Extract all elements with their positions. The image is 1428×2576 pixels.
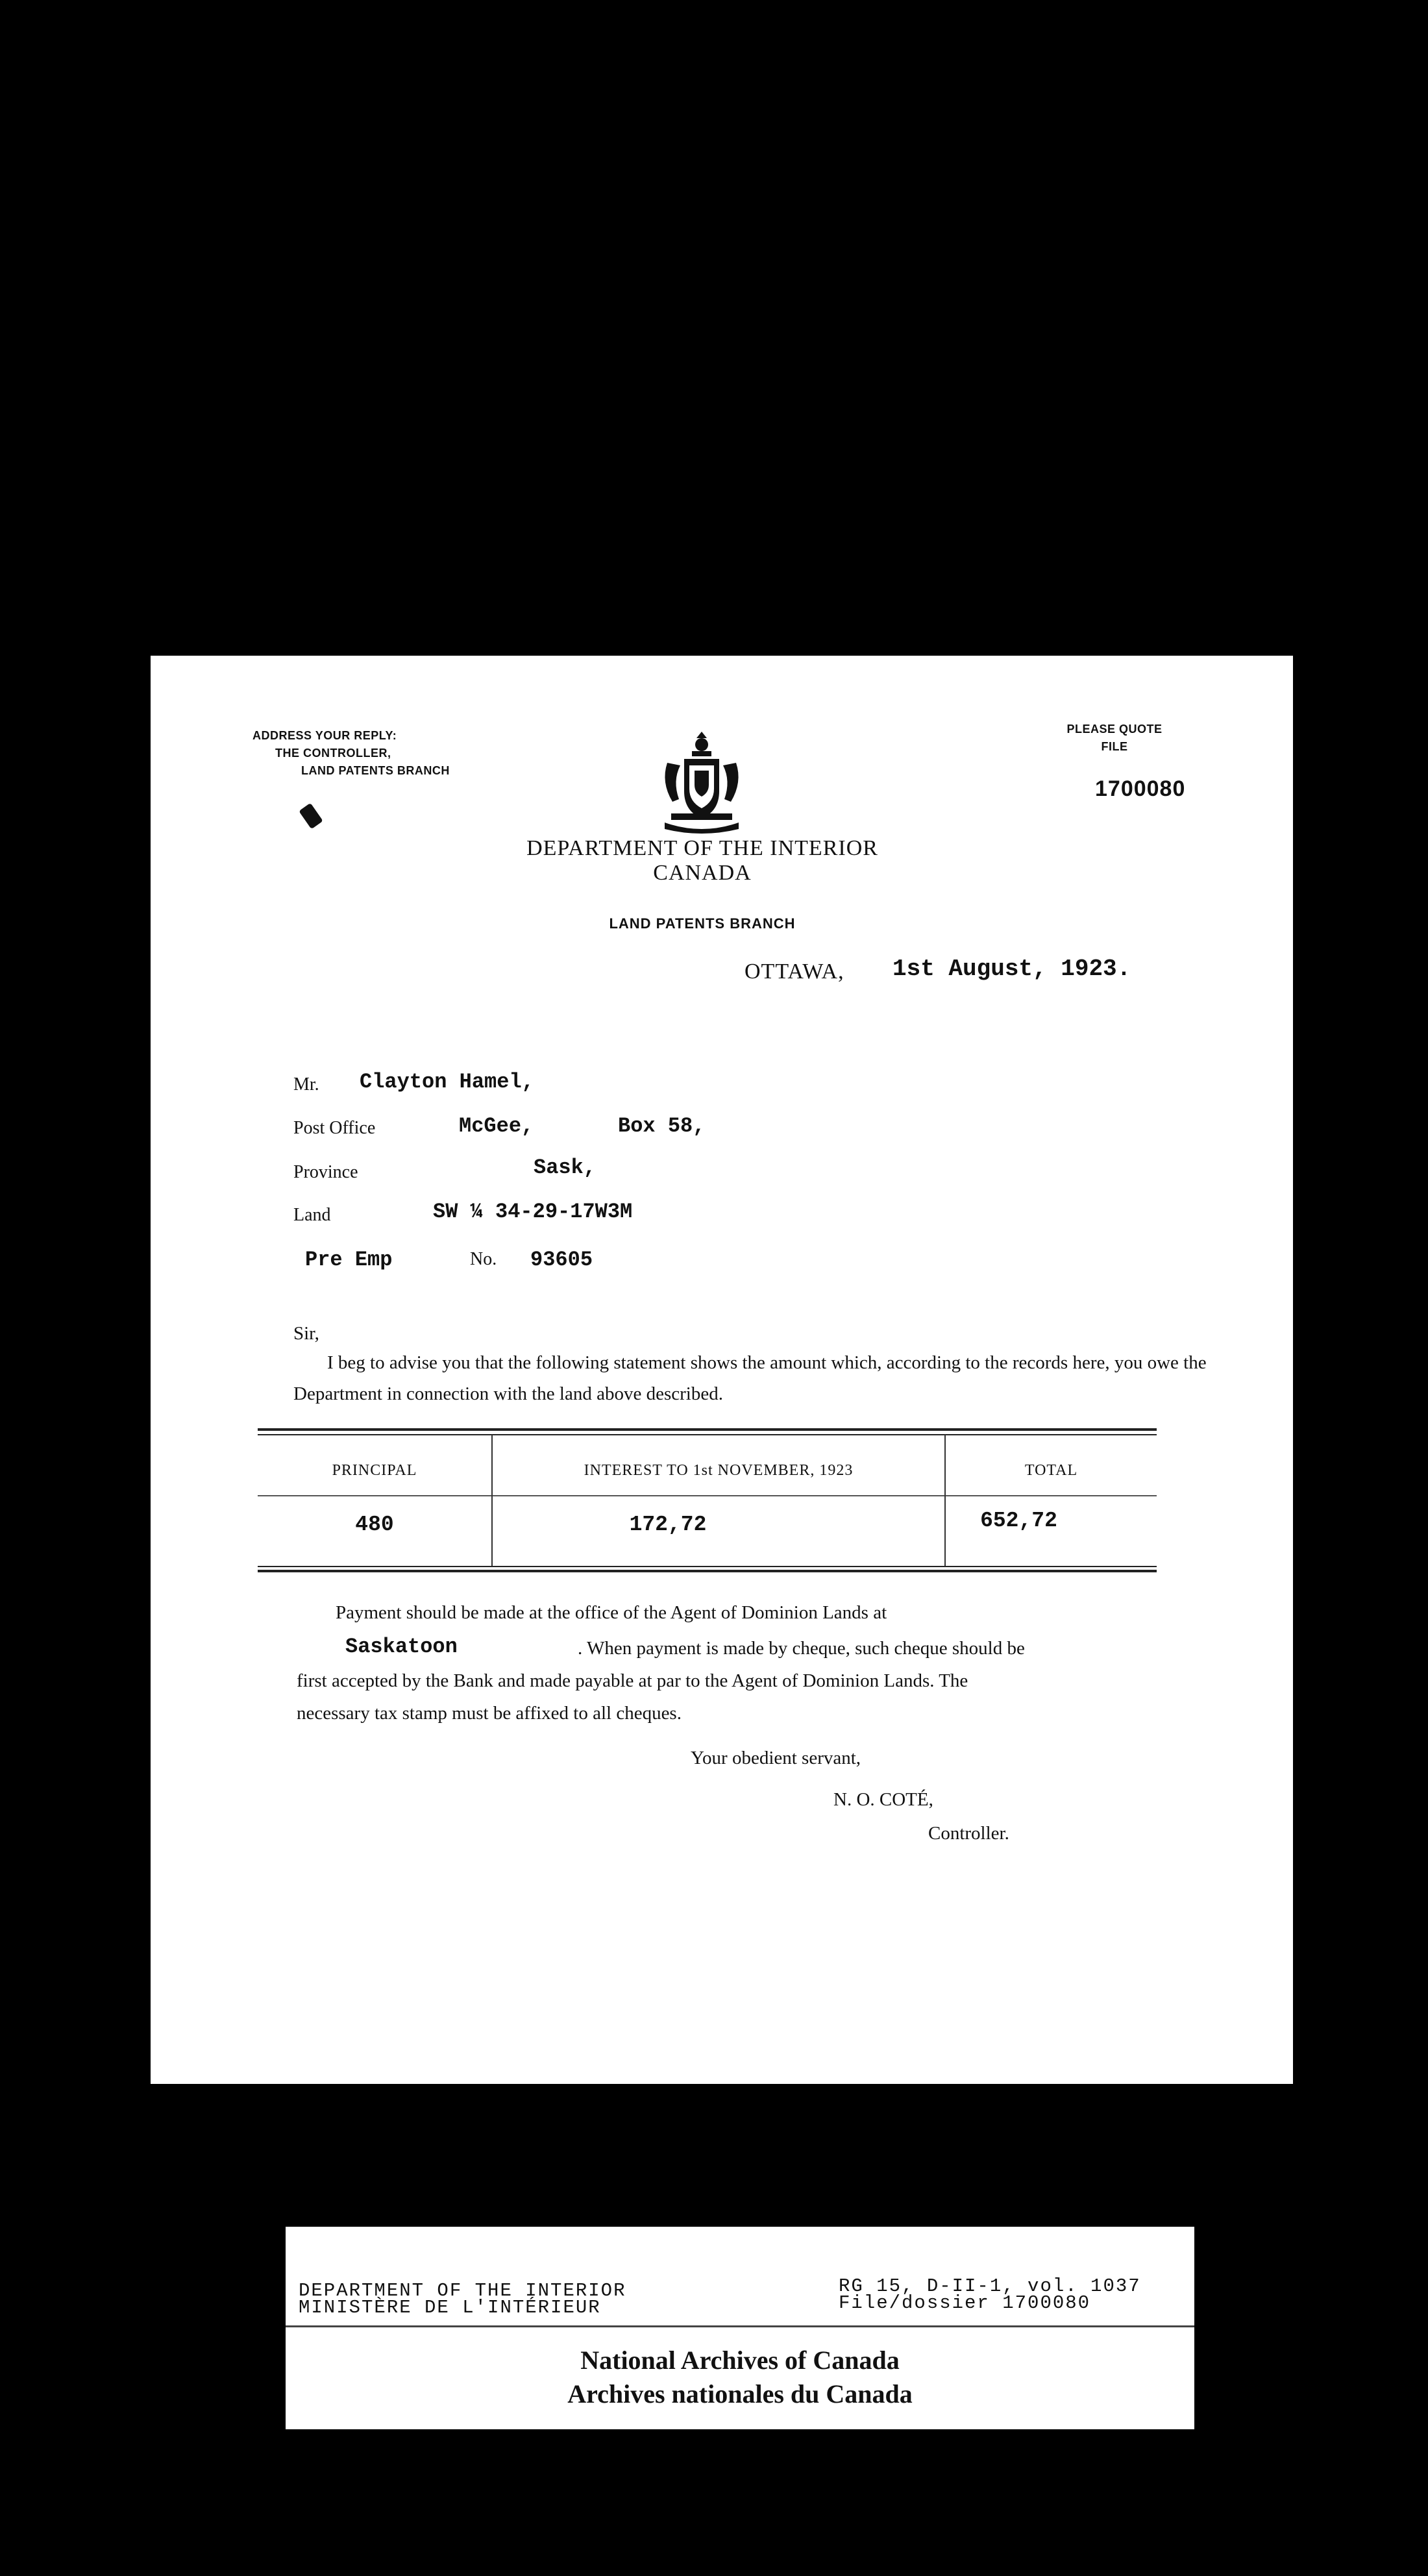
principal-value: 480: [355, 1513, 394, 1537]
letter-page: [151, 656, 1293, 2084]
recipient-name: Clayton Hamel,: [360, 1070, 534, 1094]
mr-label: Mr.: [293, 1074, 319, 1095]
payment-line-2: . When payment is made by cheque, such cheque should be: [578, 1638, 1025, 1659]
land-value: SW ¼ 34-29-17W3M: [433, 1200, 633, 1224]
department-heading: [475, 836, 929, 886]
province-value: Sask,: [534, 1156, 597, 1180]
department-line: DEPARTMENT OF THE INTERIOR: [526, 836, 878, 860]
province-label: Province: [293, 1162, 358, 1182]
post-office-label: Post Office: [293, 1118, 376, 1138]
payment-line-3: first accepted by the Bank and made payable at par to the Agent of Dominion Lands. The: [297, 1670, 968, 1691]
address-reply-line: ADDRESS YOUR REPLY:: [252, 729, 397, 742]
branch-heading: LAND PATENTS BRANCH: [609, 915, 796, 932]
no-label: No.: [470, 1249, 497, 1269]
payment-line-4: necessary tax stamp must be affixed to all cheques.: [297, 1703, 682, 1724]
letter-date: 1st August, 1923.: [892, 956, 1131, 982]
entry-number: 93605: [530, 1248, 593, 1272]
footer-file: File/dossier 1700080: [839, 2292, 1091, 2314]
archives-name-fr: Archives nationales du Canada: [567, 2379, 913, 2409]
address-reply-line: LAND PATENTS BRANCH: [301, 764, 450, 777]
payment-place: Saskatoon: [345, 1635, 458, 1659]
department-line: CANADA: [653, 861, 752, 885]
ink-mark: [299, 803, 323, 829]
please-quote-line: FILE: [1101, 740, 1128, 753]
paragraph-1: I beg to advise you that the following statement shows the amount which, according to the records here, you owe the Department in connection with the land above described.: [293, 1352, 1207, 1404]
address-reply-line: THE CONTROLLER,: [275, 747, 391, 760]
archives-name: [286, 2344, 1194, 2411]
closing: Your obedient servant,: [691, 1748, 861, 1768]
coat-of-arms-icon: [658, 730, 745, 834]
total-value: 652,72: [980, 1509, 1057, 1533]
payment-line-1: Payment should be made at the office of the Agent of Dominion Lands at: [336, 1602, 887, 1623]
footer-dept-fr: MINISTÈRE DE L'INTÉRIEUR: [299, 2297, 601, 2318]
signatory: N. O. COTÉ,: [833, 1789, 933, 1810]
address-reply-block: [252, 727, 450, 780]
signatory-title: Controller.: [928, 1823, 1009, 1844]
header-total: TOTAL: [1024, 1462, 1078, 1479]
entry-type: Pre Emp: [305, 1248, 393, 1272]
footer-reference: RG 15, D-II-1, vol. 1037: [839, 2275, 1141, 2297]
footer-dept-en: DEPARTMENT OF THE INTERIOR: [299, 2280, 626, 2301]
place-label: OTTAWA,: [745, 960, 844, 984]
statement-table: [258, 1428, 1157, 1571]
header-principal: PRINCIPAL: [332, 1462, 417, 1479]
please-quote-block: [1056, 721, 1173, 756]
archive-label: [286, 2227, 1194, 2429]
please-quote-line: PLEASE QUOTE: [1066, 723, 1163, 736]
box-value: Box 58,: [618, 1114, 706, 1138]
land-label: Land: [293, 1205, 331, 1225]
interest-value: 172,72: [629, 1513, 707, 1537]
archives-name-en: National Archives of Canada: [580, 2346, 900, 2375]
footer-divider: [286, 2325, 1194, 2327]
file-number: 1700080: [1095, 776, 1186, 801]
post-office-value: McGee,: [459, 1114, 534, 1138]
header-interest: INTEREST TO 1st NOVEMBER, 1923: [584, 1462, 854, 1479]
salutation: Sir,: [293, 1323, 319, 1344]
